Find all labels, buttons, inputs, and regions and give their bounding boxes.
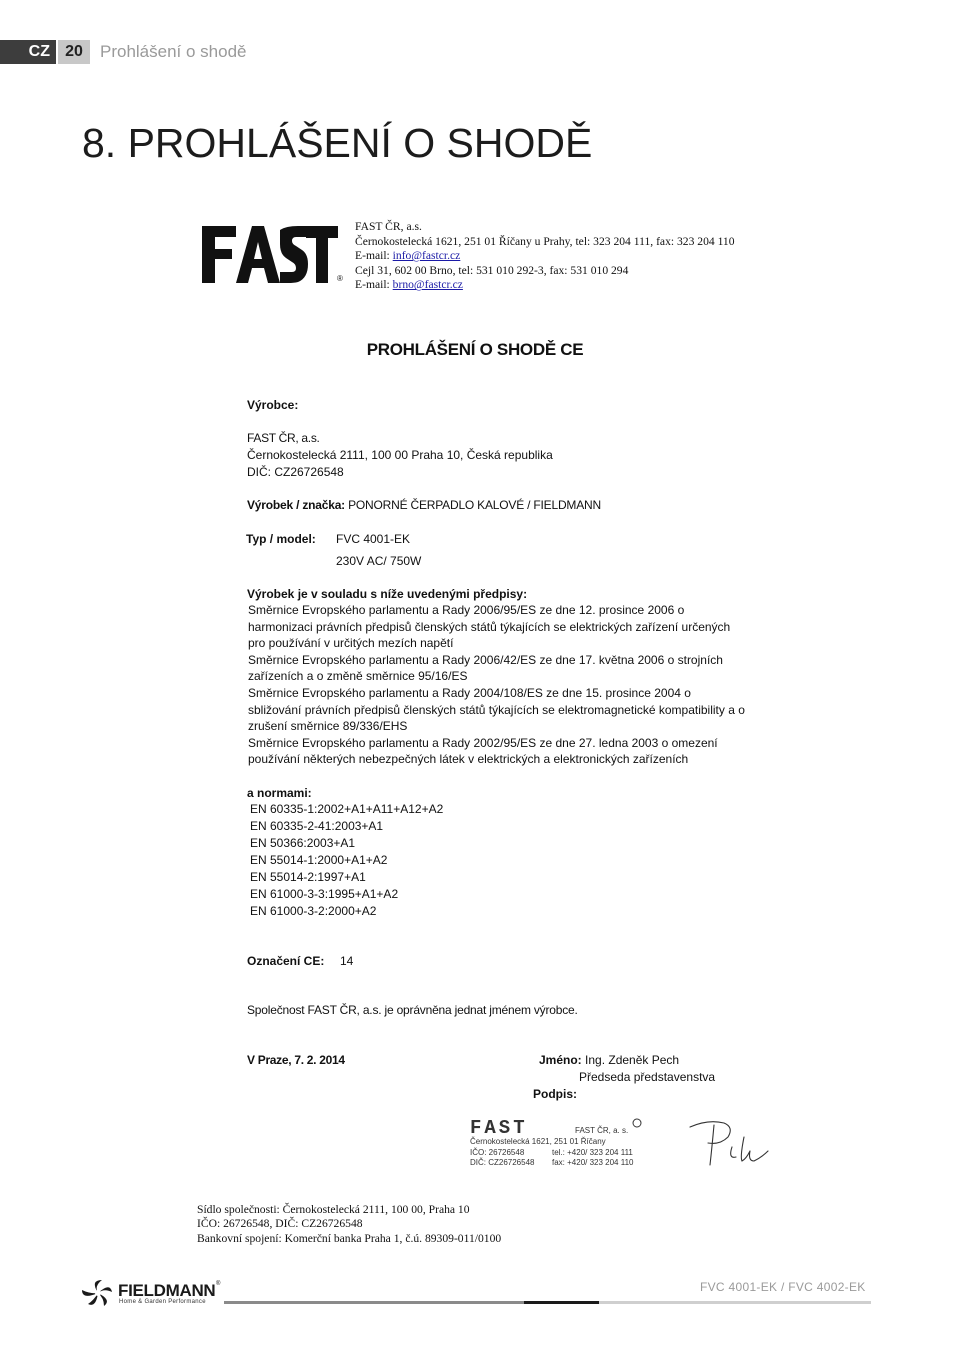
declaration-title-text: PROHLÁŠENÍ O SHODĚ CE xyxy=(366,340,584,359)
stamp-fax: fax: +420/ 323 204 110 xyxy=(552,1158,634,1167)
manufacturer-name: FAST ČR, a.s. xyxy=(247,431,320,445)
manufacturer-dic: DIČ: CZ26726548 xyxy=(247,465,344,479)
stamp-seal-icon xyxy=(632,1118,642,1128)
page-number: 20 xyxy=(58,40,90,64)
signer-role: Předseda představenstva xyxy=(579,1070,716,1084)
email-link-brno[interactable]: brno@fastcr.cz xyxy=(392,278,463,292)
stamp-tel: tel.: +420/ 323 204 111 xyxy=(552,1148,633,1157)
regulation-line: zrušení směrnice 89/336/EHS xyxy=(248,719,408,734)
email-link-info[interactable]: info@fastcr.cz xyxy=(392,249,461,263)
type-label: Typ / model: xyxy=(246,532,316,546)
fieldmann-tagline: Home & Garden Performance xyxy=(119,1299,206,1305)
regulation-line: používání některých nebezpečných látek v elektrických a elektronických zařízeních xyxy=(248,752,689,767)
registered-office: Sídlo společnosti: Černokostelecká 2111, 100 00, Praha 10 xyxy=(197,1203,470,1216)
stamp-address: Černokostelecká 1621, 251 01 Říčany xyxy=(470,1137,606,1146)
footer-bar-light xyxy=(599,1301,871,1304)
company-address-2: Cejl 31, 602 00 Brno, tel: 531 010 292-3, fax: 531 010 294 xyxy=(355,263,629,277)
signer-name-line xyxy=(539,1052,679,1069)
fieldmann-brand: FIELDMANN xyxy=(118,1281,216,1300)
signature-label: Podpis: xyxy=(533,1087,577,1101)
product-value: PONORNÉ ČERPADLO KALOVÉ / FIELDMANN xyxy=(344,498,601,512)
product-line xyxy=(247,497,601,514)
type-power: 230V AC/ 750W xyxy=(336,554,422,568)
place-date: V Praze, 7. 2. 2014 xyxy=(247,1053,345,1067)
norms-list xyxy=(250,801,443,920)
company-name: FAST ČR, a.s. xyxy=(355,220,422,233)
page-title: 8. PROHLÁŠENÍ O SHODĚ xyxy=(82,120,593,166)
stamp-ico: IČO: 26726548 xyxy=(470,1148,525,1157)
regulation-line: Směrnice Evropského parlamentu a Rady 2006/95/ES ze dne 12. prosince 2006 o xyxy=(248,603,685,617)
ce-label: Označení CE: xyxy=(247,954,325,968)
norms-label: a normami: xyxy=(247,786,312,800)
company-contact-block xyxy=(355,220,735,293)
declaration-title xyxy=(0,340,954,360)
authorization-statement: Společnost FAST ČR, a.s. je oprávněna jednat jménem výrobce. xyxy=(247,1003,578,1017)
signer-name: Ing. Zdeněk Pech xyxy=(581,1053,680,1067)
regulation-line: pro používání v určitých mezích napětí xyxy=(248,636,454,651)
stamp-dic: DIČ: CZ26726548 xyxy=(470,1158,535,1167)
regulation-line: zařízeních a o změně směrnice 95/16/ES xyxy=(248,669,468,684)
company-ids: IČO: 26726548, DIČ: CZ26726548 xyxy=(197,1217,363,1231)
manufacturer-label: Výrobce: xyxy=(247,398,299,412)
regulation-line: sbližování právních předpisů členských států týkajících se elektromagnetické kompatibility a o xyxy=(248,702,745,717)
manufacturer-address: Černokostelecká 2111, 100 00 Praha 10, Česká republika xyxy=(247,448,553,462)
footer-bar-grey xyxy=(224,1301,524,1304)
norm-item: EN 55014-2:1997+A1 xyxy=(250,870,366,884)
regulation-line: Směrnice Evropského parlamentu a Rady 2002/95/ES ze dne 27. ledna 2003 o omezení xyxy=(248,735,718,750)
language-badge: CZ xyxy=(0,40,56,64)
bank-details: Bankovní spojení: Komerční banka Praha 1, č.ú. 89309-011/0100 xyxy=(197,1231,502,1245)
company-stamp xyxy=(470,1117,655,1172)
section-title: Prohlášení o shodě xyxy=(100,42,247,61)
ce-value: 14 xyxy=(340,954,354,968)
fast-logo xyxy=(202,226,338,283)
name-label: Jméno: xyxy=(539,1053,582,1067)
footer-bar-dark xyxy=(524,1301,599,1304)
regulation-line: harmonizaci právních předpisů členských států týkajících se elektrických zařízení určených xyxy=(248,619,731,634)
regulation-line: Směrnice Evropského parlamentu a Rady 2006/42/ES ze dne 17. května 2006 o strojních xyxy=(248,652,723,667)
type-value: FVC 4001-EK xyxy=(336,532,411,546)
registered-mark: ® xyxy=(337,274,343,283)
product-label: Výrobek / značka: xyxy=(247,498,345,512)
norm-item: EN 50366:2003+A1 xyxy=(250,836,356,850)
email-label: E-mail: xyxy=(355,249,393,263)
registered-office-block xyxy=(197,1203,501,1246)
stamp-logo: FAST xyxy=(470,1117,528,1139)
handwritten-signature xyxy=(688,1117,770,1169)
regulations-label: Výrobek je v souladu s níže uvedenými předpisy: xyxy=(247,587,528,601)
email-label: E-mail: xyxy=(355,278,393,292)
regulation-line: Směrnice Evropského parlamentu a Rady 2004/108/ES ze dne 15. prosince 2004 o xyxy=(248,685,691,700)
company-address-1: Černokostelecká 1621, 251 01 Říčany u Prahy, tel: 323 204 111, fax: 323 204 110 xyxy=(355,234,735,248)
fieldmann-registered-mark: ® xyxy=(216,1281,221,1287)
stamp-company: FAST ČR, a. s. xyxy=(575,1126,629,1135)
norm-item: EN 60335-1:2002+A1+A11+A12+A2 xyxy=(250,802,444,816)
norm-item: EN 61000-3-3:1995+A1+A2 xyxy=(250,887,399,901)
norm-item: EN 55014-1:2000+A1+A2 xyxy=(250,853,388,867)
regulations-list xyxy=(248,602,745,768)
norm-item: EN 60335-2-41:2003+A1 xyxy=(250,819,384,833)
footer-models: FVC 4001-EK / FVC 4002-EK xyxy=(700,1280,866,1294)
norm-item: EN 61000-3-2:2000+A2 xyxy=(250,904,377,918)
fieldmann-logo-icon xyxy=(80,1278,116,1308)
